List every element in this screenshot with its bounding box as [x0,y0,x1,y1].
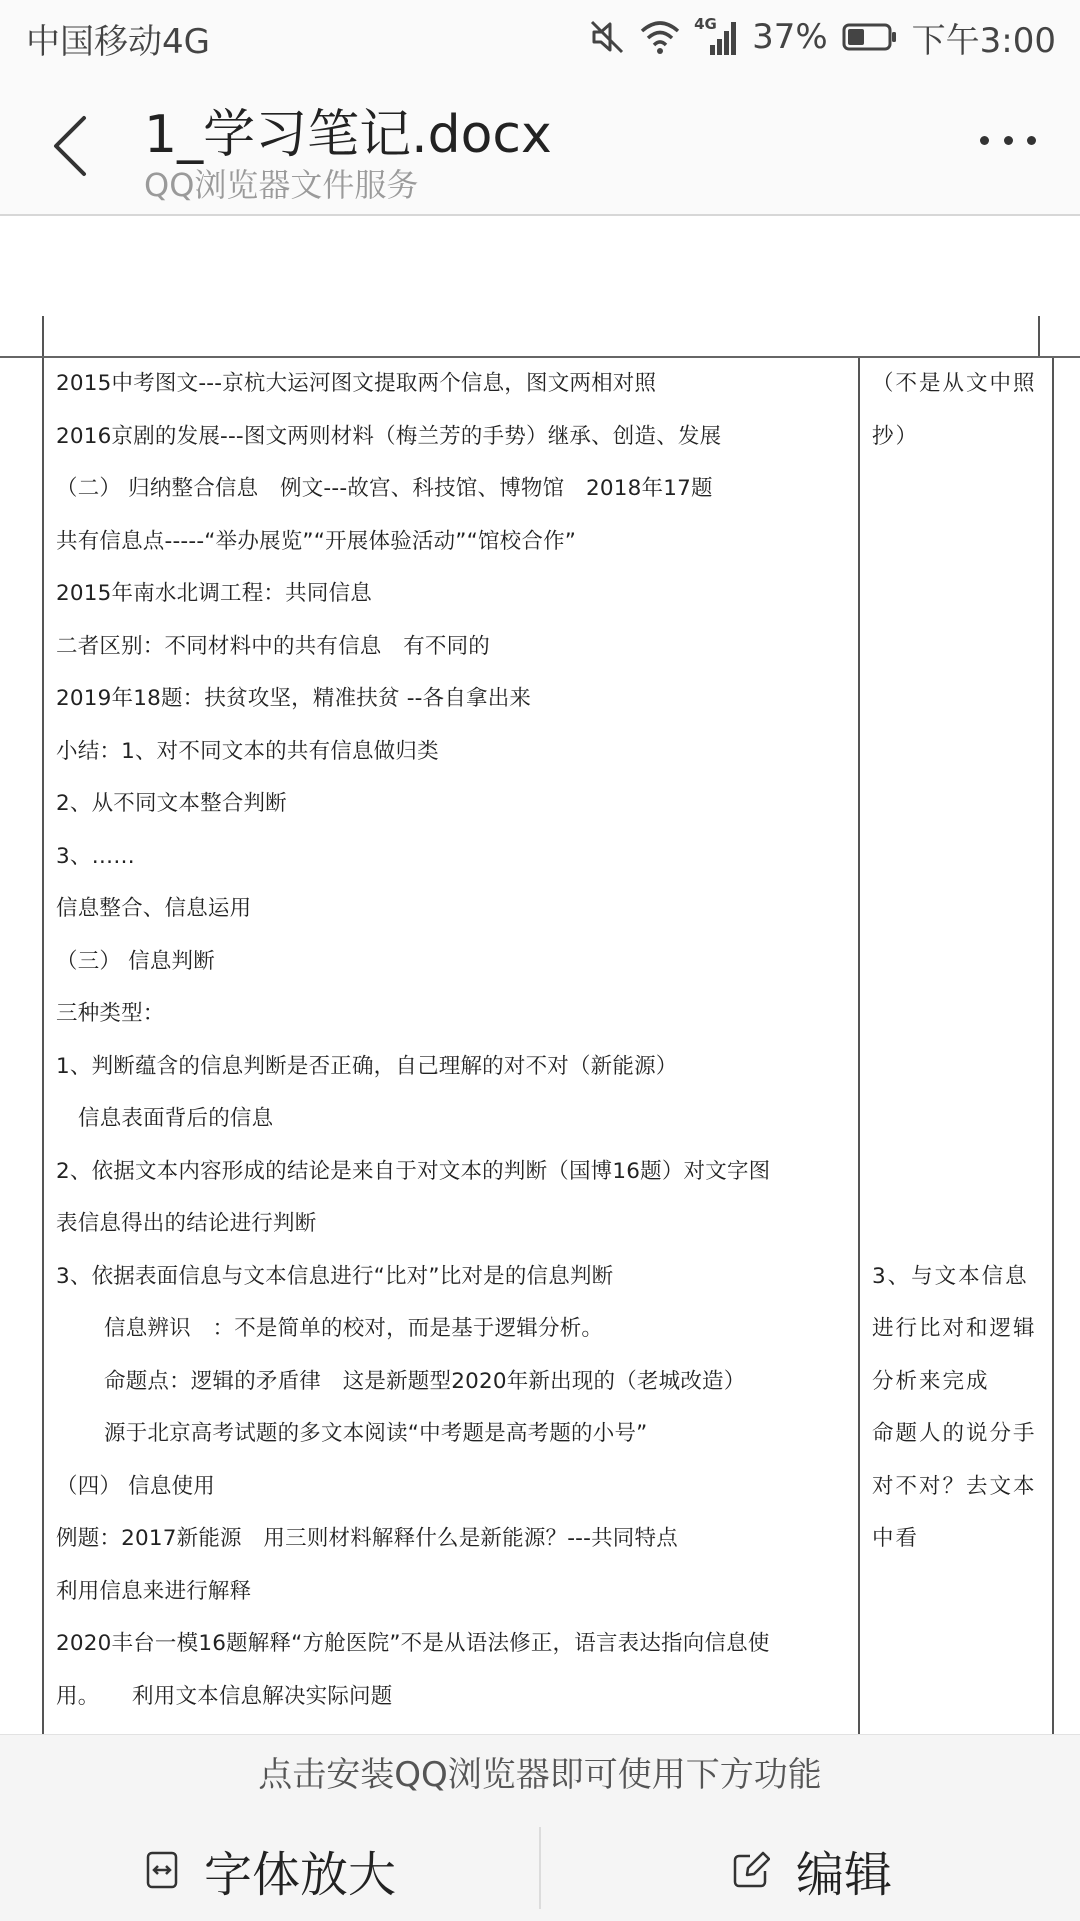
note-line: 信息表面背后的信息 [78,1106,274,1131]
notes-column [56,358,856,1723]
note-heading: （二） 归纳整合信息 例文---故宫、科技馆、博物馆 2018年17题 [56,476,713,501]
note-line: 二者区别：不同材料中的共有信息 有不同的 [56,633,491,659]
table-column-divider [858,358,860,1734]
comment-line: 分析来完成 [872,1368,990,1394]
toolbar-divider [539,1827,541,1909]
note-line: 例题：2017新能源 用三则材料解释什么是新能源？---共同特点 [56,1526,678,1551]
bottom-toolbar [0,1734,1080,1921]
note-line: 共有信息点-----“举办展览”“开展体验活动”“馆校合作” [56,528,577,554]
note-line: 利用信息来进行解释 [56,1578,252,1604]
comment-spacer [872,463,1047,1251]
note-line: 2、依据文本内容形成的结论是来自于对文本的判断（国博16题）对文字图 [56,1158,771,1184]
note-line: 3、依据表面信息与文本信息进行“比对”比对是的信息判断 [56,1263,614,1289]
note-line: 用。 利用文本信息解决实际问题 [56,1683,393,1709]
note-line: 2015中考图文---京杭大运河图文提取两个信息，图文两相对照 [56,371,657,396]
clock: 下午3:00 [911,20,1056,61]
font-enlarge-label: 字体放大 [204,1846,397,1903]
edit-icon [732,1851,770,1889]
comment-line: 命题人的说分手 [872,1421,1037,1446]
note-line: 2015年南水北调工程：共同信息 [56,581,372,606]
app-header [0,76,1080,216]
comment-line: 抄） [872,423,920,449]
comment-line: 对不对？去文本 [872,1473,1037,1499]
install-prompt[interactable]: 点击安装QQ浏览器即可使用下方功能 [258,1755,822,1795]
battery-percent: 37% [752,17,828,57]
note-line: 信息辨识 ：不是简单的校对，而是基于逻辑分析。 [104,1316,604,1341]
note-line: 2019年18题：扶贫攻坚，精准扶贫 --各自拿出来 [56,686,532,711]
status-icons [588,12,1056,62]
status-bar [0,0,1080,76]
note-heading: （三） 信息判断 [56,948,215,974]
note-heading: （四） 信息使用 [56,1473,215,1499]
note-line: 2016京剧的发展---图文两则材料（梅兰芳的手势）继承、创造、发展 [56,423,722,449]
note-line: 小结：1、对不同文本的共有信息做归类 [56,738,439,764]
back-icon[interactable] [50,114,90,178]
table-border-right [1052,358,1054,1734]
comments-column [872,358,1047,1566]
note-line: 源于北京高考试题的多文本阅读“中考题是高考题的小号” [104,1421,648,1446]
document-title: 1_学习笔记.docx [144,105,552,165]
cellular-signal-icon [694,17,738,57]
table-border-right-upper [1038,316,1040,358]
document-viewer[interactable] [0,216,1080,1734]
table-border-left-upper [42,316,44,358]
comment-line: 进行比对和逻辑 [872,1316,1037,1341]
note-line: 3、…… [56,843,135,869]
comment-line: 中看 [872,1526,920,1551]
note-line: 1、判断蕴含的信息判断是否正确，自己理解的对不对（新能源） [56,1053,678,1079]
comment-line: 3、与文本信息 [872,1263,1029,1289]
comment-line: （不是从文中照 [872,371,1037,396]
more-options-icon[interactable] [980,136,1036,148]
note-line: 表信息得出的结论进行判断 [56,1211,317,1236]
note-line: 命题点：逻辑的矛盾律 这是新题型2020年新出现的（老城改造） [104,1368,746,1394]
font-enlarge-button[interactable] [146,1825,396,1915]
note-line: 2020丰台一模16题解释“方舱医院”不是从语法修正，语言表达指向信息使 [56,1631,770,1656]
font-enlarge-icon [146,1851,178,1889]
mute-icon [588,18,626,56]
edit-button[interactable] [732,1825,892,1915]
edit-label: 编辑 [796,1846,893,1903]
battery-icon [842,22,898,52]
carrier-label: 中国移动4G [26,22,210,62]
note-line: 三种类型： [56,1001,165,1026]
wifi-icon [640,19,680,55]
table-border-left [42,358,44,1734]
note-line: 2、从不同文本整合判断 [56,791,287,816]
note-line: 信息整合、信息运用 [56,896,252,921]
document-subtitle: QQ浏览器文件服务 [144,166,419,204]
network-type-label: 4G [694,15,717,33]
